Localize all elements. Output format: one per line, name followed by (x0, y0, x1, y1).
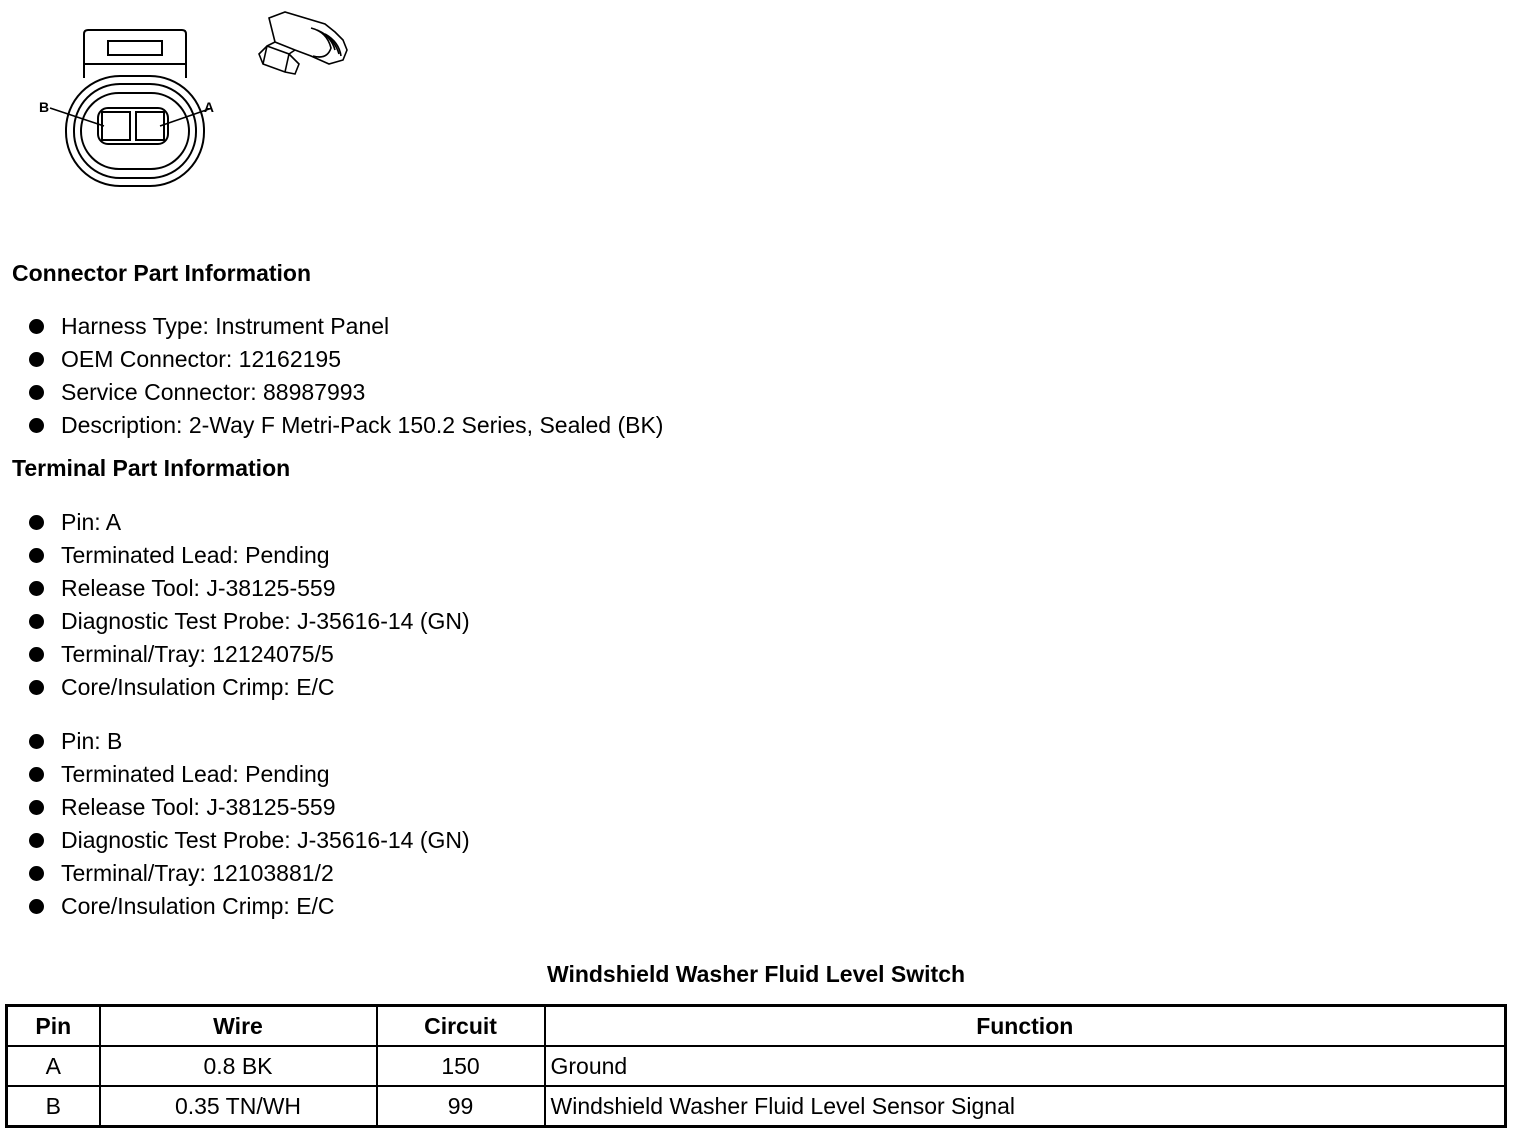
list-item-text: Harness Type: Instrument Panel (61, 313, 390, 339)
bullet-icon (29, 734, 44, 749)
list-item-text: Release Tool: J-38125-559 (61, 794, 336, 820)
bullet-icon (29, 614, 44, 629)
column-header-wire: Wire (100, 1006, 377, 1047)
list-item-text: OEM Connector: 12162195 (61, 346, 342, 372)
list-item-text: Description: 2-Way F Metri-Pack 150.2 Series, Sealed (BK) (61, 412, 664, 438)
list-item (28, 376, 663, 409)
list-item (28, 605, 470, 638)
list-item-text: Terminal/Tray: 12103881/2 (61, 860, 334, 886)
cell-function: Windshield Washer Fluid Level Sensor Signal (545, 1086, 1506, 1127)
list-item-text: Service Connector: 88987993 (61, 379, 366, 405)
cell-pin: A (7, 1046, 100, 1086)
table-row (7, 1046, 1506, 1086)
list-item (28, 539, 470, 572)
list-item-text: Terminated Lead: Pending (61, 761, 330, 787)
list-item (28, 671, 470, 704)
list-item-text: Pin: B (61, 728, 123, 754)
bullet-icon (29, 548, 44, 563)
pin-label-b: B (39, 99, 50, 115)
column-header-circuit: Circuit (377, 1006, 545, 1047)
list-item (28, 725, 470, 758)
list-item (28, 343, 663, 376)
connector-part-info-list (28, 310, 663, 442)
list-item (28, 824, 470, 857)
bullet-icon (29, 680, 44, 695)
terminal-pin-a-list (28, 506, 470, 704)
list-item-text: Release Tool: J-38125-559 (61, 575, 336, 601)
bullet-icon (29, 833, 44, 848)
list-item-text: Diagnostic Test Probe: J-35616-14 (GN) (61, 608, 470, 634)
list-item-text: Terminated Lead: Pending (61, 542, 330, 568)
list-item (28, 409, 663, 442)
list-item (28, 310, 663, 343)
cell-circuit: 99 (377, 1086, 545, 1127)
terminal-pin-b-list (28, 725, 470, 923)
list-item-text: Core/Insulation Crimp: E/C (61, 674, 335, 700)
bullet-icon (29, 385, 44, 400)
table-row (7, 1086, 1506, 1127)
cell-wire: 0.35 TN/WH (100, 1086, 377, 1127)
cell-function: Ground (545, 1046, 1506, 1086)
pinout-table (5, 1004, 1507, 1128)
table-header-row (7, 1006, 1506, 1047)
bullet-icon (29, 899, 44, 914)
list-item (28, 791, 470, 824)
bullet-icon (29, 767, 44, 782)
terminal-part-info-heading: Terminal Part Information (12, 455, 291, 481)
bullet-icon (29, 800, 44, 815)
list-item (28, 638, 470, 671)
list-item-text: Terminal/Tray: 12124075/5 (61, 641, 334, 667)
list-item (28, 857, 470, 890)
bullet-icon (29, 581, 44, 596)
list-item (28, 758, 470, 791)
list-item-text: Diagnostic Test Probe: J-35616-14 (GN) (61, 827, 470, 853)
pin-label-a: A (203, 99, 214, 115)
cell-wire: 0.8 BK (100, 1046, 377, 1086)
bullet-icon (29, 352, 44, 367)
bullet-icon (29, 866, 44, 881)
bullet-icon (29, 418, 44, 433)
cell-circuit: 150 (377, 1046, 545, 1086)
connector-isometric-view (255, 10, 355, 80)
list-item (28, 890, 470, 923)
list-item (28, 572, 470, 605)
list-item-text: Pin: A (61, 509, 122, 535)
bullet-icon (29, 515, 44, 530)
list-item-text: Core/Insulation Crimp: E/C (61, 893, 335, 919)
connector-front-view-diagram (34, 26, 214, 188)
bullet-icon (29, 647, 44, 662)
table-title: Windshield Washer Fluid Level Switch (546, 961, 966, 987)
column-header-function: Function (545, 1006, 1506, 1047)
cell-pin: B (7, 1086, 100, 1127)
bullet-icon (29, 319, 44, 334)
list-item (28, 506, 470, 539)
connector-part-info-heading: Connector Part Information (12, 260, 312, 286)
column-header-pin: Pin (7, 1006, 100, 1047)
